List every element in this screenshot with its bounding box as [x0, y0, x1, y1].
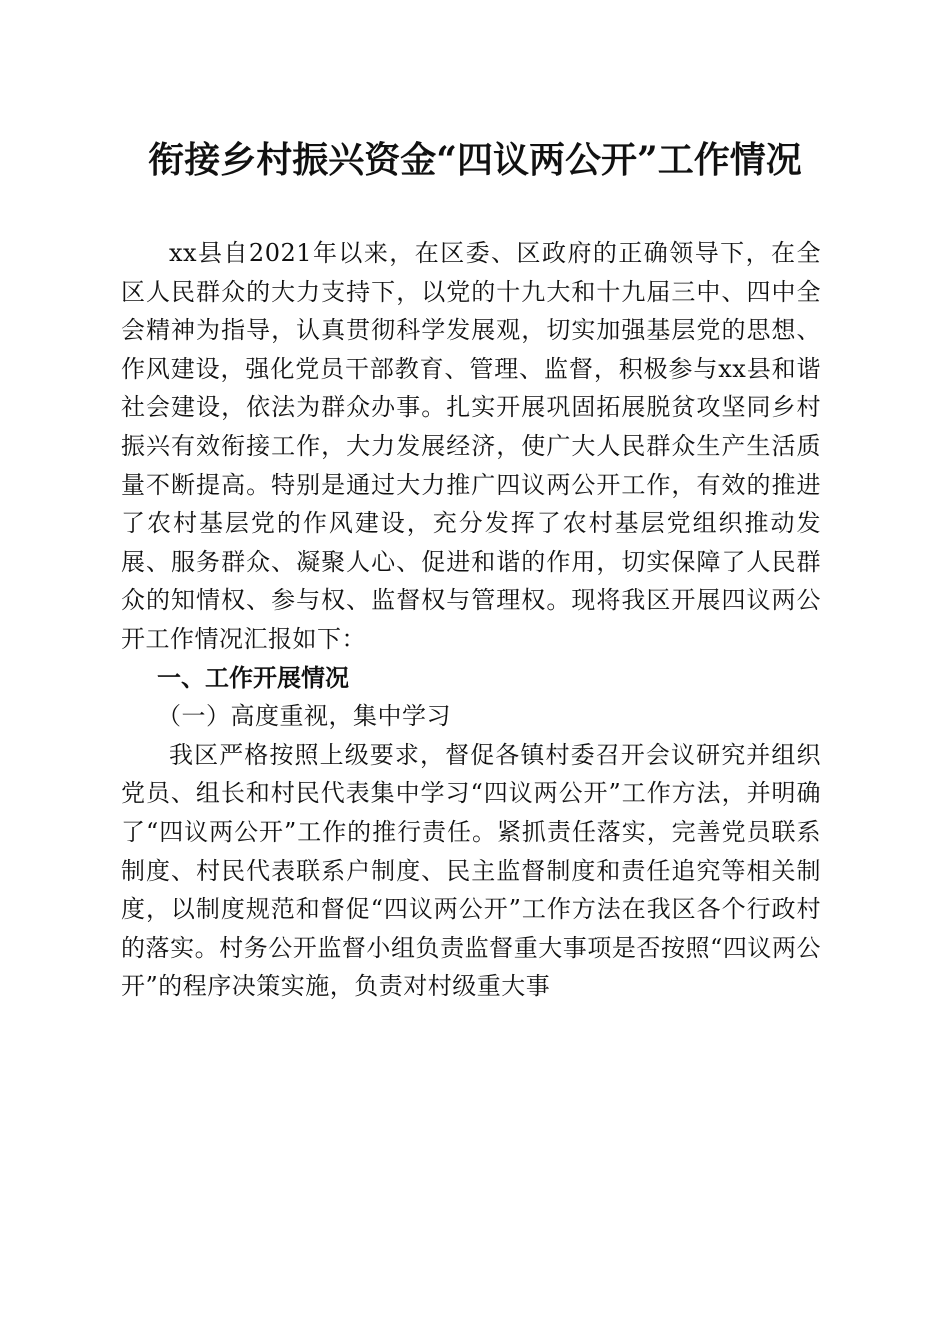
section-heading-work-progress: 一、工作开展情况	[157, 663, 349, 692]
subsection-paragraph: 我区严格按照上级要求，督促各镇村委召开会议研究并组织党员、组长和村民代表集中学习“四议两公开”工作方法，并明确了“四议两公开”工作的推行责任。紧抓责任落实，完善党员联系制度、村民代表联系户制度、民主监督制度和责任追究等相关制度，以制度规范和督促“四议两公开”工作方法在我区各个行政村的落实。村务公开监督小组负责监督重大事项是否按照“四议两公开”的程序决策实施，负责对村级重大事	[121, 740, 821, 1001]
document-body	[121, 234, 821, 1006]
subsection-heading-attention-study: （一）高度重视，集中学习	[157, 702, 451, 731]
intro-paragraph: xx县自2021年以来，在区委、区政府的正确领导下，在全区人民群众的大力支持下，以党的十九大和十九届三中、四中全会精神为指导，认真贯彻科学发展观，切实加强基层党的思想、作风建设，强化党员干部教育、管理、监督，积极参与xx县和谐社会建设，依法为群众办事。扎实开展巩固拓展脱贫攻坚同乡村振兴有效衔接工作，大力发展经济，使广大人民群众生产生活质量不断提高。特别是通过大力推广四议两公开工作，有效的推进了农村基层党的作风建设，充分发挥了农村基层党组织推动发展、服务群众、凝聚人心、促进和谐的作用，切实保障了人民群众的知情权、参与权、监督权与管理权。现将我区开展四议两公开工作情况汇报如下：	[121, 239, 821, 653]
document-title: 衔接乡村振兴资金“四议两公开”工作情况	[148, 139, 802, 181]
